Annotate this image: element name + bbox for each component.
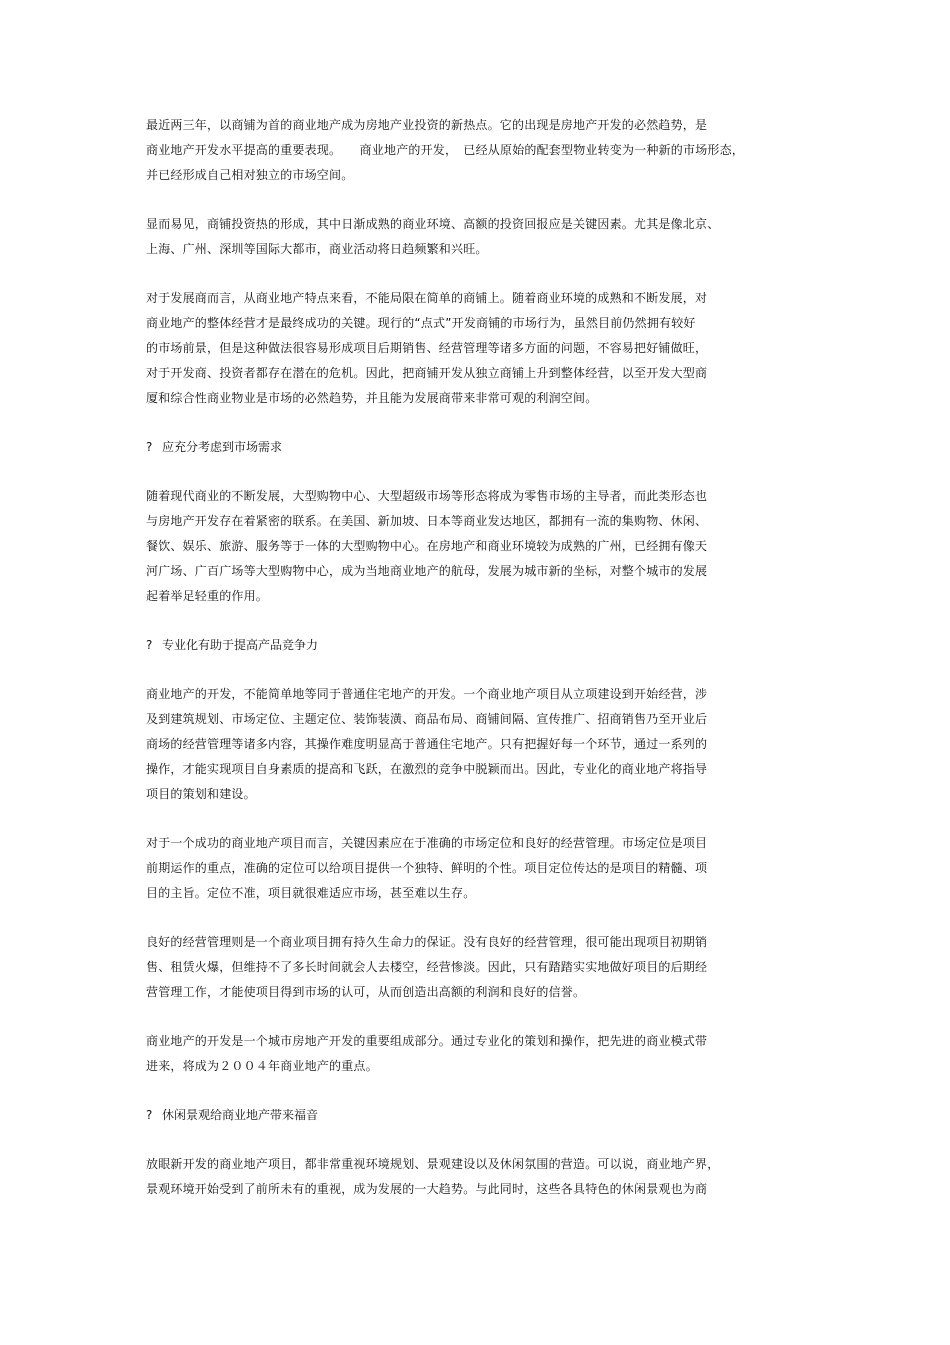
paragraph-line: 目的主旨。定位不准，项目就很难适应市场，甚至难以生存。 <box>146 886 476 900</box>
paragraph-line: 最近两三年，以商铺为首的商业地产成为房地产业投资的新热点。它的出现是房地产开发的必然趋势，是 <box>146 118 708 132</box>
paragraph-line: 对于发展商而言，从商业地产特点来看，不能局限在简单的商铺上。随着商业环境的成熟和不断发展，对 <box>146 291 708 305</box>
paragraph-line: 商业地产开发水平提高的重要表现。 商业地产的开发， 已经从原始的配套型物业转变为一种新的市场形态， <box>146 143 745 157</box>
paragraph-line: 对于开发商、投资者都存在潜在的危机。因此，把商铺开发从独立商铺上升到整体经营，以至开发大型商 <box>146 366 708 380</box>
paragraph-line: 厦和综合性商业物业是市场的必然趋势，并且能为发展商带来非常可观的利润空间。 <box>146 391 598 405</box>
heading-bullet: ? <box>146 1108 153 1122</box>
paragraph <box>146 286 786 411</box>
paragraph-line: 操作，才能实现项目自身素质的提高和飞跃，在激烈的竞争中脱颖而出。因此，专业化的商业地产将指导 <box>146 762 708 776</box>
paragraph <box>146 212 786 262</box>
paragraph-line: 商业地产的开发是一个城市房地产开发的重要组成部分。通过专业化的策划和操作，把先进的商业模式带 <box>146 1034 708 1048</box>
paragraph-line: 售、租赁火爆，但维持不了多长时间就会人去楼空，经营惨淡。因此，只有踏踏实实地做好项目的后期经 <box>146 960 708 974</box>
paragraph-line: 与房地产开发存在着紧密的联系。在美国、新加坡、日本等商业发达地区，都拥有一流的集购物、休闲、 <box>146 514 708 528</box>
heading-text: 休闲景观给商业地产带来福音 <box>162 1108 319 1122</box>
paragraph-line: 良好的经营管理则是一个商业项目拥有持久生命力的保证。没有良好的经营管理，很可能出现项目初期销 <box>146 935 708 949</box>
paragraph-line: 进来，将成为２００４年商业地产的重点。 <box>146 1059 378 1073</box>
paragraph-line: 商业地产的开发，不能简单地等同于普通住宅地产的开发。一个商业地产项目从立项建设到开始经营，涉 <box>146 687 708 701</box>
paragraph-line: 河广场、广百广场等大型购物中心，成为当地商业地产的航母，发展为城市新的坐标，对整个城市的发展 <box>146 564 708 578</box>
paragraph-line: 对于一个成功的商业地产项目而言，关键因素应在于准确的市场定位和良好的经营管理。市场定位是项目 <box>146 836 708 850</box>
heading-bullet: ? <box>146 638 153 652</box>
paragraph-line: 商场的经营管理等诸多内容，其操作难度明显高于普通住宅地产。只有把握好每一个环节，通过一系列的 <box>146 737 708 751</box>
paragraph <box>146 682 786 807</box>
section-heading <box>146 633 786 658</box>
paragraph-line: 项目的策划和建设。 <box>146 787 256 801</box>
paragraph-line: 并已经形成自己相对独立的市场空间。 <box>146 168 354 182</box>
paragraph-line: 显而易见，商铺投资热的形成，其中日渐成熟的商业环境、高额的投资回报应是关键因素。尤其是像北京、 <box>146 217 720 231</box>
paragraph-line: 营管理工作，才能使项目得到市场的认可，从而创造出高额的利润和良好的信誉。 <box>146 985 586 999</box>
paragraph <box>146 831 786 906</box>
paragraph-line: 上海、广州、深圳等国际大都市，商业活动将日趋频繁和兴旺。 <box>146 242 488 256</box>
document-page <box>146 113 786 1226</box>
heading-text: 专业化有助于提高产品竞争力 <box>162 638 319 652</box>
heading-text: 应充分考虑到市场需求 <box>162 440 283 454</box>
paragraph-line: 起着举足轻重的作用。 <box>146 589 269 603</box>
paragraph-line: 商业地产的整体经营才是最终成功的关键。现行的“点式”开发商铺的市场行为，虽然目前仍然拥有较好 <box>146 316 696 330</box>
heading-bullet: ? <box>146 440 153 454</box>
paragraph-line: 景观环境开始受到了前所未有的重视，成为发展的一大趋势。与此同时，这些各具特色的休闲景观也为商 <box>146 1182 708 1196</box>
paragraph <box>146 1152 786 1202</box>
paragraph <box>146 484 786 609</box>
paragraph <box>146 930 786 1005</box>
paragraph-line: 及到建筑规划、市场定位、主题定位、装饰装潢、商品布局、商铺间隔、宣传推广、招商销售乃至开业后 <box>146 712 708 726</box>
section-heading <box>146 435 786 460</box>
paragraph <box>146 113 786 188</box>
paragraph-line: 的市场前景，但是这种做法很容易形成项目后期销售、经营管理等诸多方面的问题，不容易把好铺做旺， <box>146 341 708 355</box>
paragraph <box>146 1029 786 1079</box>
section-heading <box>146 1103 786 1128</box>
paragraph-line: 前期运作的重点，准确的定位可以给项目提供一个独特、鲜明的个性。项目定位传达的是项目的精髓、项 <box>146 861 708 875</box>
paragraph-line: 放眼新开发的商业地产项目，都非常重视环境规划、景观建设以及休闲氛围的营造。可以说，商业地产界， <box>146 1157 720 1171</box>
paragraph-line: 餐饮、娱乐、旅游、服务等于一体的大型购物中心。在房地产和商业环境较为成熟的广州，已经拥有像天 <box>146 539 708 553</box>
paragraph-line: 随着现代商业的不断发展，大型购物中心、大型超级市场等形态将成为零售市场的主导者，而此类形态也 <box>146 489 708 503</box>
